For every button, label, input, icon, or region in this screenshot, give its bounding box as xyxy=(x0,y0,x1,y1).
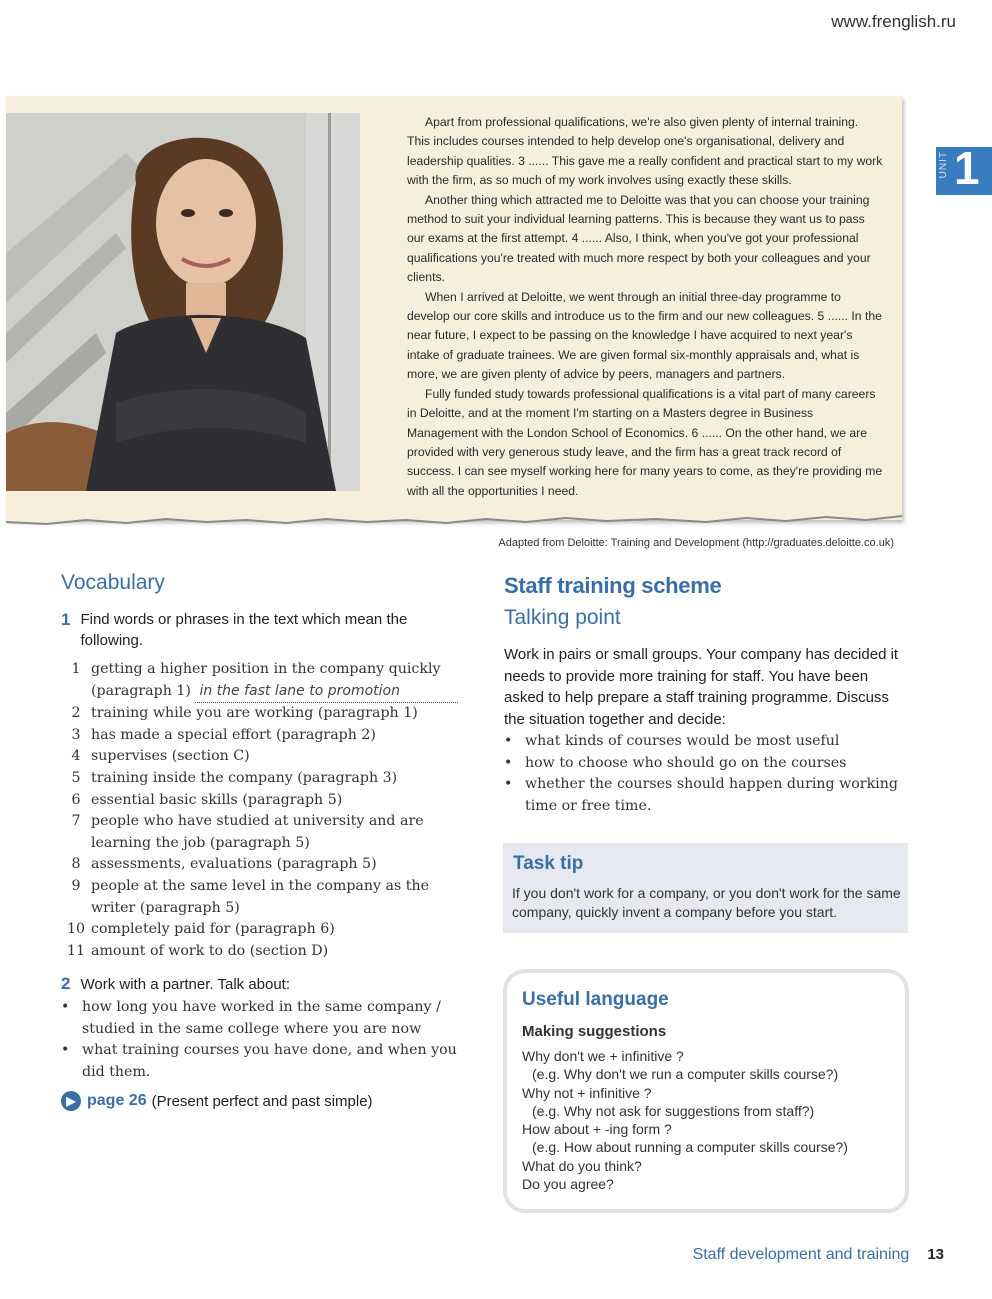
item-text: completely paid for (paragraph 6) xyxy=(91,921,335,938)
item-number: 9 xyxy=(71,877,81,894)
article-source: Adapted from Deloitte: Training and Development (http://graduates.deloitte.co.uk) xyxy=(498,537,894,549)
list-item xyxy=(61,725,471,747)
list-item xyxy=(61,790,471,812)
item-number: 1 xyxy=(71,661,81,677)
list-item xyxy=(61,703,471,725)
bullet-icon: • xyxy=(61,999,70,1015)
portrait-photo xyxy=(6,113,360,491)
item-number: 6 xyxy=(71,791,81,808)
grammar-reference-link[interactable] xyxy=(61,1091,373,1111)
page-footer xyxy=(693,1246,944,1264)
useful-language-lines xyxy=(522,1047,848,1193)
arrow-right-icon: ▶ xyxy=(61,1091,81,1111)
page-link[interactable]: page 26 xyxy=(87,1092,147,1109)
item-text: essential basic skills (paragraph 5) xyxy=(91,791,343,808)
article-paragraph: When I arrived at Deloitte, we went through an initial three-day programme to develop our core skills and introduce us to the firm and our new colleagues. 5 ...... In the near future, I expect to be passing on the knowledge I have acquired to next year's intake of graduate trainees. We are given formal six-monthly appraisals and, what is more, we are given plenty of advice by peers, managers and partners. xyxy=(407,289,882,382)
article-paragraph: Apart from professional qualifications, we're also given plenty of internal training. This includes courses intended to help develop one's organisational, delivery and leadership qualities. 3 ...... This gave me a really confident and practical start to my work with the firm, as so much of my work involves using exactly these skills. xyxy=(407,115,883,188)
item-text: has made a special effort (paragraph 2) xyxy=(91,726,376,743)
list-item xyxy=(61,768,471,790)
answer-field[interactable]: in the fast lane to promotion xyxy=(195,681,458,704)
list-item xyxy=(504,731,904,753)
item-number: 8 xyxy=(71,856,81,873)
item-text: amount of work to do (section D) xyxy=(91,942,329,959)
useful-language-subtitle: Making suggestions xyxy=(522,1023,667,1040)
item-number: 11 xyxy=(66,942,86,959)
example-line: (e.g. How about running a computer skills course?) xyxy=(532,1139,848,1156)
list-item xyxy=(61,811,471,854)
bullet-text: whether the courses should happen during working time or free time. xyxy=(525,776,898,814)
bullet-text: what kinds of courses would be most useful xyxy=(525,733,840,749)
talking-point-bullets xyxy=(504,731,904,817)
list-item xyxy=(61,1040,461,1083)
item-number: 7 xyxy=(71,813,81,830)
vocabulary-heading: Vocabulary xyxy=(61,571,165,594)
article-paragraph: Fully funded study towards professional qualifications is a vital part of many careers in Deloitte, and at the moment I'm starting on a Masters degree in Business Management with the London School of Economics. 6 ...... On the other hand, we are provided with very generous study leave, and the firm has a great track record of success. I can see myself working here for many years to come, as they're providing me with all the opportunities I need. xyxy=(407,386,883,498)
task-number: 2 xyxy=(61,974,71,993)
task-tip-title: Task tip xyxy=(513,853,584,874)
phrase-line: Why don't we + infinitive ? xyxy=(522,1048,684,1064)
example-line: (e.g. Why not ask for suggestions from staff?) xyxy=(532,1102,815,1119)
list-item xyxy=(504,753,904,775)
item-text: people who have studied at university and are learning the job (paragraph 5) xyxy=(91,813,424,851)
site-url[interactable]: www.frenglish.ru xyxy=(831,12,956,31)
grammar-topic: (Present perfect and past simple) xyxy=(151,1092,373,1110)
phrase-line: How about + -ing form ? xyxy=(522,1121,672,1138)
section-heading: Staff training scheme xyxy=(504,573,722,598)
talking-point-instruction: Work in pairs or small groups. Your company has decided it needs to provide more training for staff. You have been asked to help prepare a staff training programme. Discuss the situation together and decide: xyxy=(504,646,899,728)
article-text xyxy=(407,113,883,501)
phrase-line: Why not + infinitive ? xyxy=(522,1084,652,1101)
task-instruction: Find words or phrases in the text which mean the following. xyxy=(80,611,408,649)
item-text: people at the same level in the company as the writer (paragraph 5) xyxy=(91,877,430,916)
bullet-icon: • xyxy=(504,754,513,771)
item-number: 3 xyxy=(71,726,81,743)
item-text: training while you are working (paragraph 1) xyxy=(91,705,418,722)
list-item xyxy=(61,919,471,941)
item-number: 4 xyxy=(71,748,81,765)
woman-portrait-image xyxy=(6,113,360,491)
list-item xyxy=(61,941,471,963)
list-item xyxy=(61,876,471,919)
article-paragraph: Another thing which attracted me to Deloitte was that you can choose your training method to suit your individual learning patterns. This is because they want us to pass our exams at the first attempt. 4 ...... Also, I think, when you've got your professional qualifications you're treated with much more respect by both your colleagues and your clients. xyxy=(407,192,871,285)
phrase-line: What do you think? xyxy=(522,1157,642,1174)
bullet-icon: • xyxy=(504,733,513,749)
bullet-text: how long you have worked in the same company / studied in the same college where you are now xyxy=(82,999,441,1037)
item-number: 5 xyxy=(71,769,81,786)
item-number: 2 xyxy=(71,705,81,722)
unit-label: UNIT xyxy=(938,151,949,179)
vocabulary-task-2 xyxy=(61,974,471,994)
item-text: supervises (section C) xyxy=(91,748,250,765)
list-item xyxy=(61,854,471,876)
item-text: assessments, evaluations (paragraph 5) xyxy=(91,856,377,873)
section-subheading: Talking point xyxy=(504,606,621,629)
item-text: getting a higher position in the company quickly (paragraph 1) xyxy=(91,661,441,699)
unit-number: 1 xyxy=(954,147,980,194)
list-item xyxy=(61,659,471,703)
task-2-bullets xyxy=(61,997,461,1083)
list-item xyxy=(504,774,904,817)
task-instruction: Work with a partner. Talk about: xyxy=(80,976,291,993)
useful-language-box xyxy=(503,969,909,1213)
list-item xyxy=(61,997,461,1040)
bullet-icon: • xyxy=(504,776,513,793)
unit-tab xyxy=(936,147,992,195)
task-tip-body: If you don't work for a company, or you don't work for the same company, quickly invent a company before you start. xyxy=(512,885,901,920)
item-number: 10 xyxy=(66,921,86,938)
torn-edge-decoration xyxy=(6,508,902,532)
item-text: training inside the company (paragraph 3) xyxy=(91,769,398,786)
list-item xyxy=(61,746,471,768)
bullet-text: how to choose who should go on the courses xyxy=(525,754,847,771)
task-number: 1 xyxy=(61,610,71,629)
useful-language-title: Useful language xyxy=(522,989,669,1010)
task-tip-box xyxy=(503,843,908,933)
phrase-line: Do you agree? xyxy=(522,1176,614,1193)
vocabulary-list xyxy=(61,659,471,962)
example-line: (e.g. Why don't we run a computer skills course?) xyxy=(532,1066,839,1083)
page-number: 13 xyxy=(927,1246,944,1263)
bullet-icon: • xyxy=(61,1042,70,1059)
bullet-text: what training courses you have done, and when you did them. xyxy=(82,1042,457,1080)
footer-section: Staff development and training xyxy=(692,1246,910,1263)
vocabulary-task-1 xyxy=(61,609,471,651)
